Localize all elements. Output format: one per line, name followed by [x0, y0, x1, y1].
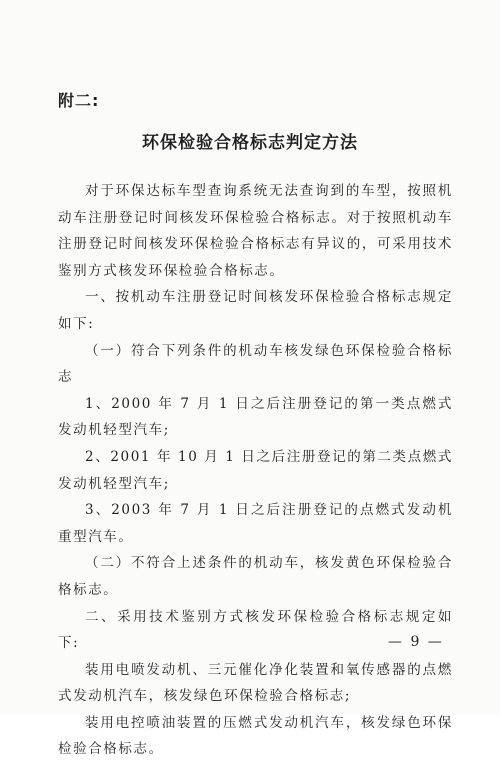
subsection-heading-2: （二）不符合上述条件的机动车，核发黄色环保检验合格标志。 — [58, 555, 453, 598]
paragraph-compression-ignition: 装用电控喷油装置的压燃式发动机汽车，核发绿色环保检验合格标志。 — [58, 714, 453, 758]
page-number: — 9 — — [388, 634, 444, 650]
section-heading-1: 一、按机动车注册登记时间核发环保检验合格标志规定如下: — [58, 289, 453, 332]
section-heading-2: 二、采用技术鉴别方式核发环保检验合格标志规定如下: — [58, 608, 453, 652]
document-body — [58, 178, 453, 763]
list-item-3: 3、2003 年 7 月 1 日之后注册登记的点燃式发动机重型汽车。 — [58, 502, 453, 545]
paragraph-spark-ignition: 装用电喷发动机、三元催化净化装置和氧传感器的点燃式发动机汽车，核发绿色环保检验合格标志; — [58, 661, 453, 705]
document-title: 环保检验合格标志判定方法 — [142, 133, 358, 153]
list-item-1: 1、2000 年 7 月 1 日之后注册登记的第一类点燃式发动机轻型汽车; — [58, 395, 453, 439]
subsection-heading-1: （一）符合下列条件的机动车核发绿色环保检验合格标志 — [58, 342, 453, 386]
list-item-2: 2、2001 年 10 月 1 日之后注册登记的第二类点燃式发动机轻型汽车; — [58, 448, 453, 492]
paragraph-intro: 对于环保达标车型查询系统无法查询到的车型，按照机动车注册登记时间核发环保检验合格标志。对于按照机动车注册登记时间核发环保检验合格标志有异议的，可采用技术鉴别方式核发环保检验合格标志。 — [58, 183, 453, 279]
annex-label: 附二: — [58, 91, 100, 110]
